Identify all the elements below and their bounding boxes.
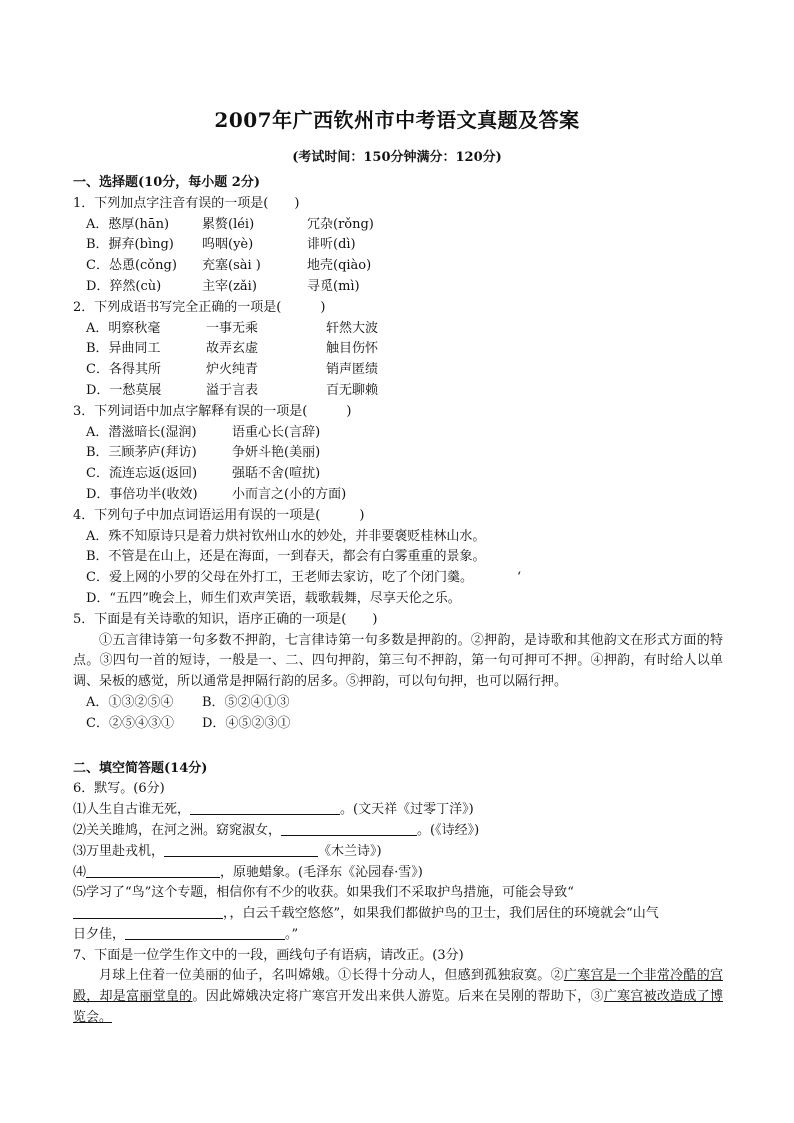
option-text: B．摒弃(bìng) bbox=[86, 237, 174, 253]
page-title: 2007年广西钦州市中考语文真题及答案 bbox=[214, 108, 580, 132]
option-text: C．流连忘返(返回) bbox=[86, 466, 198, 482]
question-4-stem: 4．下列句子中加点词语运用有误的一项是( ) bbox=[73, 507, 365, 523]
option-text: B．三顾茅庐(拜访) bbox=[86, 445, 197, 461]
option-text: D．一愁莫展 bbox=[86, 382, 162, 398]
q6-item-5-line-1: ⑸学习了“鸟”这个专题，相信你有不少的收获。如果我们不采取护鸟措施，可能会导致“ bbox=[73, 885, 574, 901]
q5-options-row-1 bbox=[73, 693, 723, 714]
item-text: 日夕佳， bbox=[73, 926, 126, 942]
option-text: 语重心长(言辞) bbox=[232, 424, 321, 440]
q2-option-d bbox=[73, 381, 723, 402]
paragraph-text: 月球上住着一位美丽的仙子，名叫嫦娥。①长得十分动人，但感到孤独寂寞。② bbox=[99, 968, 564, 984]
option-text: 小而言之(小的方面) bbox=[232, 486, 347, 502]
q4-option-b: B．不管是在山上，还是在海面，一到春天，都会有白雾重重的景象。 bbox=[86, 549, 486, 565]
option-text: 销声匿绩 bbox=[326, 362, 379, 378]
option-text: 地壳(qiào) bbox=[307, 258, 372, 274]
q6-item-5-line-3 bbox=[73, 925, 723, 946]
q1-option-d bbox=[73, 277, 723, 298]
option-text: 强聒不舍(喧扰) bbox=[232, 466, 321, 482]
option-text: A．①③②⑤④ bbox=[86, 694, 174, 710]
answer-blank[interactable] bbox=[125, 925, 285, 940]
item-text: ⑶万里赴戎机， bbox=[73, 843, 165, 859]
q2-option-b bbox=[73, 339, 723, 360]
option-text: 主宰(zǎi) bbox=[202, 278, 257, 294]
question-6-stem: 6．默写。(6分) bbox=[73, 781, 165, 797]
question-2-stem: 2．下列成语书写完全正确的一项是( ) bbox=[73, 299, 326, 315]
option-text: 一事无乘 bbox=[206, 320, 259, 336]
question-5-stem: 5．下面是有关诗歌的知识，语序正确的一项是( ) bbox=[73, 611, 378, 627]
stray-mark: ‘ bbox=[516, 570, 522, 586]
question-1-stem: 1．下列加点字注音有误的一项是( ) bbox=[73, 195, 300, 211]
item-text: 《木兰诗》) bbox=[318, 843, 382, 859]
question-7-stem: 7、下面是一位学生作文中的一段，画线句子有语病，请改正。(3分) bbox=[73, 947, 464, 963]
option-text: C．爱上网的小罗的父母在外打工，王老师去家访，吃了个闭门羹。 bbox=[86, 570, 473, 586]
q6-item-3 bbox=[73, 842, 723, 863]
exam-info: (考试时间：150分钟满分：120分) bbox=[292, 150, 502, 165]
option-text: 冗杂(rǒng) bbox=[307, 216, 374, 232]
option-text: 呜咽(yè) bbox=[202, 237, 254, 253]
q6-item-4 bbox=[73, 863, 723, 884]
option-text: 百无聊赖 bbox=[326, 382, 379, 398]
option-text: B．⑤②④①③ bbox=[202, 694, 290, 710]
option-text: 累赘(léi) bbox=[202, 216, 255, 232]
option-text: 轩然大波 bbox=[326, 320, 379, 336]
answer-blank[interactable] bbox=[190, 800, 340, 815]
answer-blank[interactable] bbox=[73, 904, 223, 919]
q1-option-b bbox=[73, 235, 723, 256]
option-text: 故弄玄虚 bbox=[206, 341, 259, 357]
option-text: A．潜滋暗长(湿润) bbox=[86, 424, 197, 440]
q4-option-a: A．殊不知原诗只是着力烘衬钦州山水的妙处，并非要褒贬桂林山水。 bbox=[86, 528, 486, 544]
option-text: A．明察秋毫 bbox=[86, 320, 161, 336]
item-text: 。(文天祥《过零丁洋》) bbox=[340, 802, 474, 818]
section-heading-fill: 二、填空简答题(14分) bbox=[73, 760, 208, 776]
option-text: C．②⑤④③① bbox=[86, 715, 174, 731]
item-text: 。(《诗经》) bbox=[417, 822, 480, 838]
item-text: 。” bbox=[285, 926, 299, 942]
q3-option-b bbox=[73, 443, 723, 464]
q5-paragraph: ①五言律诗第一句多数不押韵，七言律诗第一句多数是押韵的。②押韵，是诗歌和其他韵文在形式方面的特点。③四句一首的短诗，一般是一、二、四句押韵，第三句不押韵，第一句可押可不押。④押韵，有时给人以单调、呆板的感觉，所以通常是押隔行韵的居多。⑤押韵，可以句句押，也可以隔行押。 bbox=[73, 632, 723, 690]
option-text: C．怂恿(cǒng) bbox=[86, 258, 177, 274]
option-text: 寻觅(mì) bbox=[307, 278, 360, 294]
option-text: D．事倍功半(收效) bbox=[86, 486, 198, 502]
question-3-stem: 3．下列词语中加点字解释有误的一项是( ) bbox=[73, 403, 352, 419]
q3-option-d bbox=[73, 485, 723, 506]
option-text: 炉火纯青 bbox=[206, 362, 259, 378]
q6-item-2 bbox=[73, 821, 723, 842]
option-text: A．憨厚(hān) bbox=[86, 216, 170, 232]
option-text: B．异曲同工 bbox=[86, 341, 161, 357]
answer-blank[interactable] bbox=[164, 842, 318, 857]
paragraph-text: 。因此嫦娥决定将广寒宫开发出来供人游览。后来在吴刚的帮助下，③ bbox=[192, 989, 604, 1005]
item-text: ⑷ bbox=[73, 864, 87, 880]
answer-blank[interactable] bbox=[281, 821, 417, 836]
section-spacer bbox=[73, 735, 723, 759]
answer-blank[interactable] bbox=[86, 863, 220, 878]
q2-option-a bbox=[73, 319, 723, 340]
q7-paragraph bbox=[73, 966, 723, 1028]
q6-item-1 bbox=[73, 800, 723, 821]
q1-option-a bbox=[73, 215, 723, 236]
option-text: 溢于言表 bbox=[206, 382, 259, 398]
q4-option-c bbox=[73, 568, 723, 589]
item-text: ，，白云千载空悠悠”，如果我们都做护鸟的卫士，我们居住的环境就会“山气 bbox=[223, 906, 659, 922]
q3-option-c bbox=[73, 464, 723, 485]
underlined-sentence-3: 广寒宫被改造成了博览会。 bbox=[73, 989, 723, 1026]
q5-options-row-2 bbox=[73, 714, 723, 735]
option-text: 充塞(sài ) bbox=[202, 258, 261, 274]
item-text: ⑴人生自古谁无死， bbox=[73, 802, 191, 818]
option-text: C．各得其所 bbox=[86, 362, 161, 378]
q4-option-d: D．“五四”晚会上，师生们欢声笑语，载歌载舞，尽享天伦之乐。 bbox=[86, 590, 461, 606]
exam-content bbox=[73, 173, 723, 1029]
option-text: 争妍斗艳(美丽) bbox=[232, 445, 321, 461]
option-text: D．④⑤②③① bbox=[202, 715, 291, 731]
q1-option-c bbox=[73, 256, 723, 277]
q3-option-a bbox=[73, 423, 723, 444]
underlined-sentence-2: 广寒宫是一个非常冷酷的宫殿，却是富丽堂皇的 bbox=[73, 968, 723, 1005]
item-text: ⑵关关雎鸠，在河之洲。窈窕淑女， bbox=[73, 822, 282, 838]
option-text: 触目伤怀 bbox=[326, 341, 379, 357]
q6-item-5-line-2 bbox=[73, 904, 723, 925]
section-heading-choice: 一、选择题(10分，每小题 2分) bbox=[73, 175, 260, 190]
item-text: ，原驰蜡象。(毛泽东《沁园春·雪》) bbox=[220, 864, 423, 880]
option-text: D．猝然(cù) bbox=[86, 278, 162, 294]
q2-option-c bbox=[73, 360, 723, 381]
option-text: 诽听(dì) bbox=[307, 237, 356, 253]
